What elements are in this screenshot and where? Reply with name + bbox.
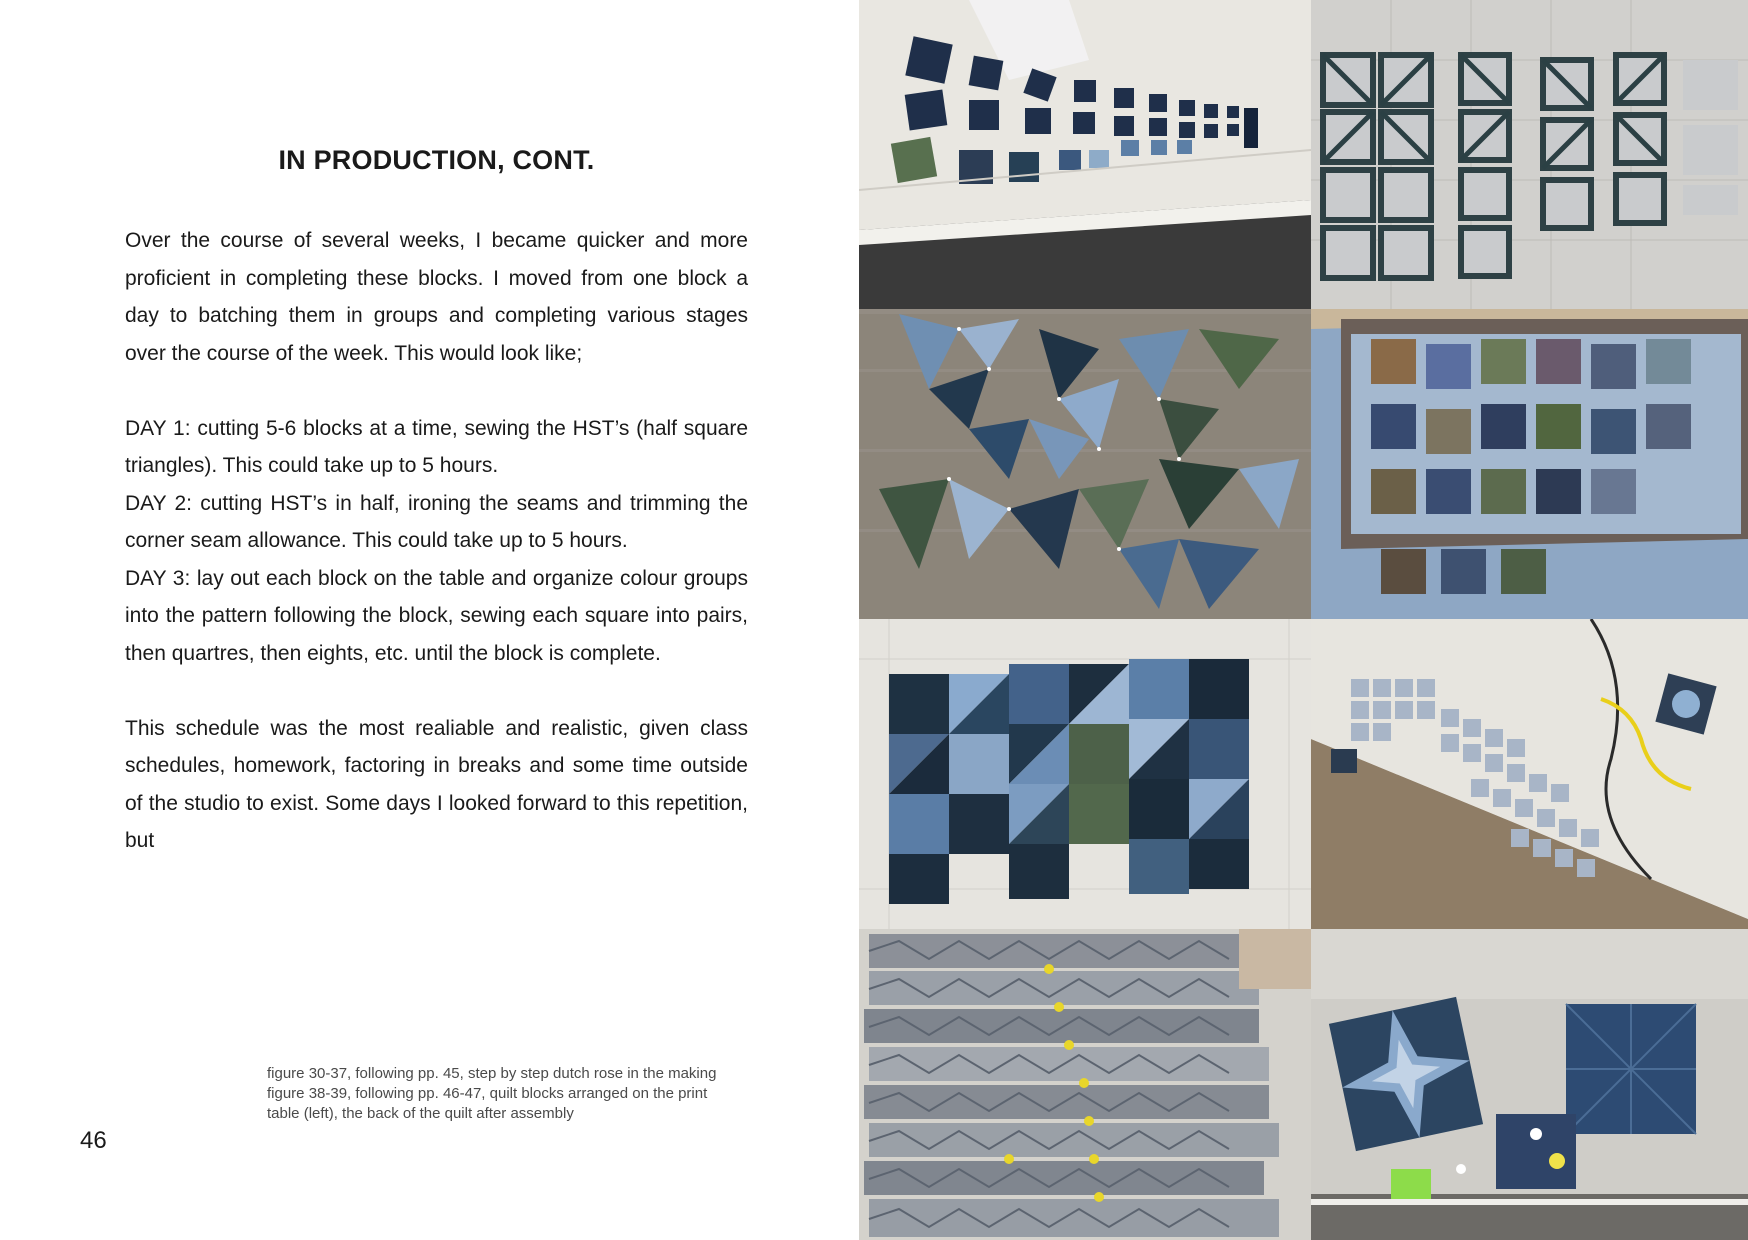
text-page <box>0 0 859 1240</box>
photo-fabric-on-blue-cloth <box>1311 309 1748 619</box>
photo-finished-star-blocks <box>1311 929 1748 1240</box>
paragraph-day-3: DAY 3: lay out each block on the table and organize colour groups into the pattern following the block, sewing each square into pairs, then quartres, then eights, etc. until the block is complete. <box>125 566 748 665</box>
photo-grey-squares-with-stripes <box>1311 0 1748 309</box>
page-number: 46 <box>80 1127 107 1154</box>
photo-small-squares-on-table <box>1311 619 1748 929</box>
caption-line: figure 38-39, following pp. 46-47, quilt blocks arranged on the print <box>267 1085 708 1102</box>
paragraph-day-2: DAY 2: cutting HST’s in half, ironing the seams and trimming the corner seam allowance. This could take up to 5 hours. <box>125 491 748 552</box>
caption-line: table (left), the back of the quilt after assembly <box>267 1105 574 1122</box>
page-heading: IN PRODUCTION, CONT. <box>278 145 595 175</box>
photo-triangles-on-carpet <box>859 309 1311 619</box>
paragraph-gap <box>125 672 748 710</box>
photo-sewn-strips-pinned <box>859 929 1311 1240</box>
paragraph-gap <box>125 372 748 410</box>
photo-grid <box>859 0 1748 1240</box>
body-text <box>125 222 748 860</box>
paragraph-intro: Over the course of several weeks, I became quicker and more proficient in completing these blocks. I moved from one block a day to batching them in groups and completing various stages over the course of the week. This would look like; <box>125 229 748 365</box>
paragraph-schedule: This schedule was the most realiable and realistic, given class schedules, homework, factoring in breaks and some time outside of the studio to exist. Some days I looked forward to this repetition, but <box>125 716 748 852</box>
photo-fabric-rows-on-table <box>859 0 1311 309</box>
figure-caption <box>267 1064 787 1124</box>
paragraph-day-1: DAY 1: cutting 5-6 blocks at a time, sewing the HST’s (half square triangles). This could take up to 5 hours. <box>125 416 748 477</box>
caption-line: figure 30-37, following pp. 45, step by step dutch rose in the making <box>267 1065 717 1082</box>
photo-blue-triangle-layout <box>859 619 1311 929</box>
